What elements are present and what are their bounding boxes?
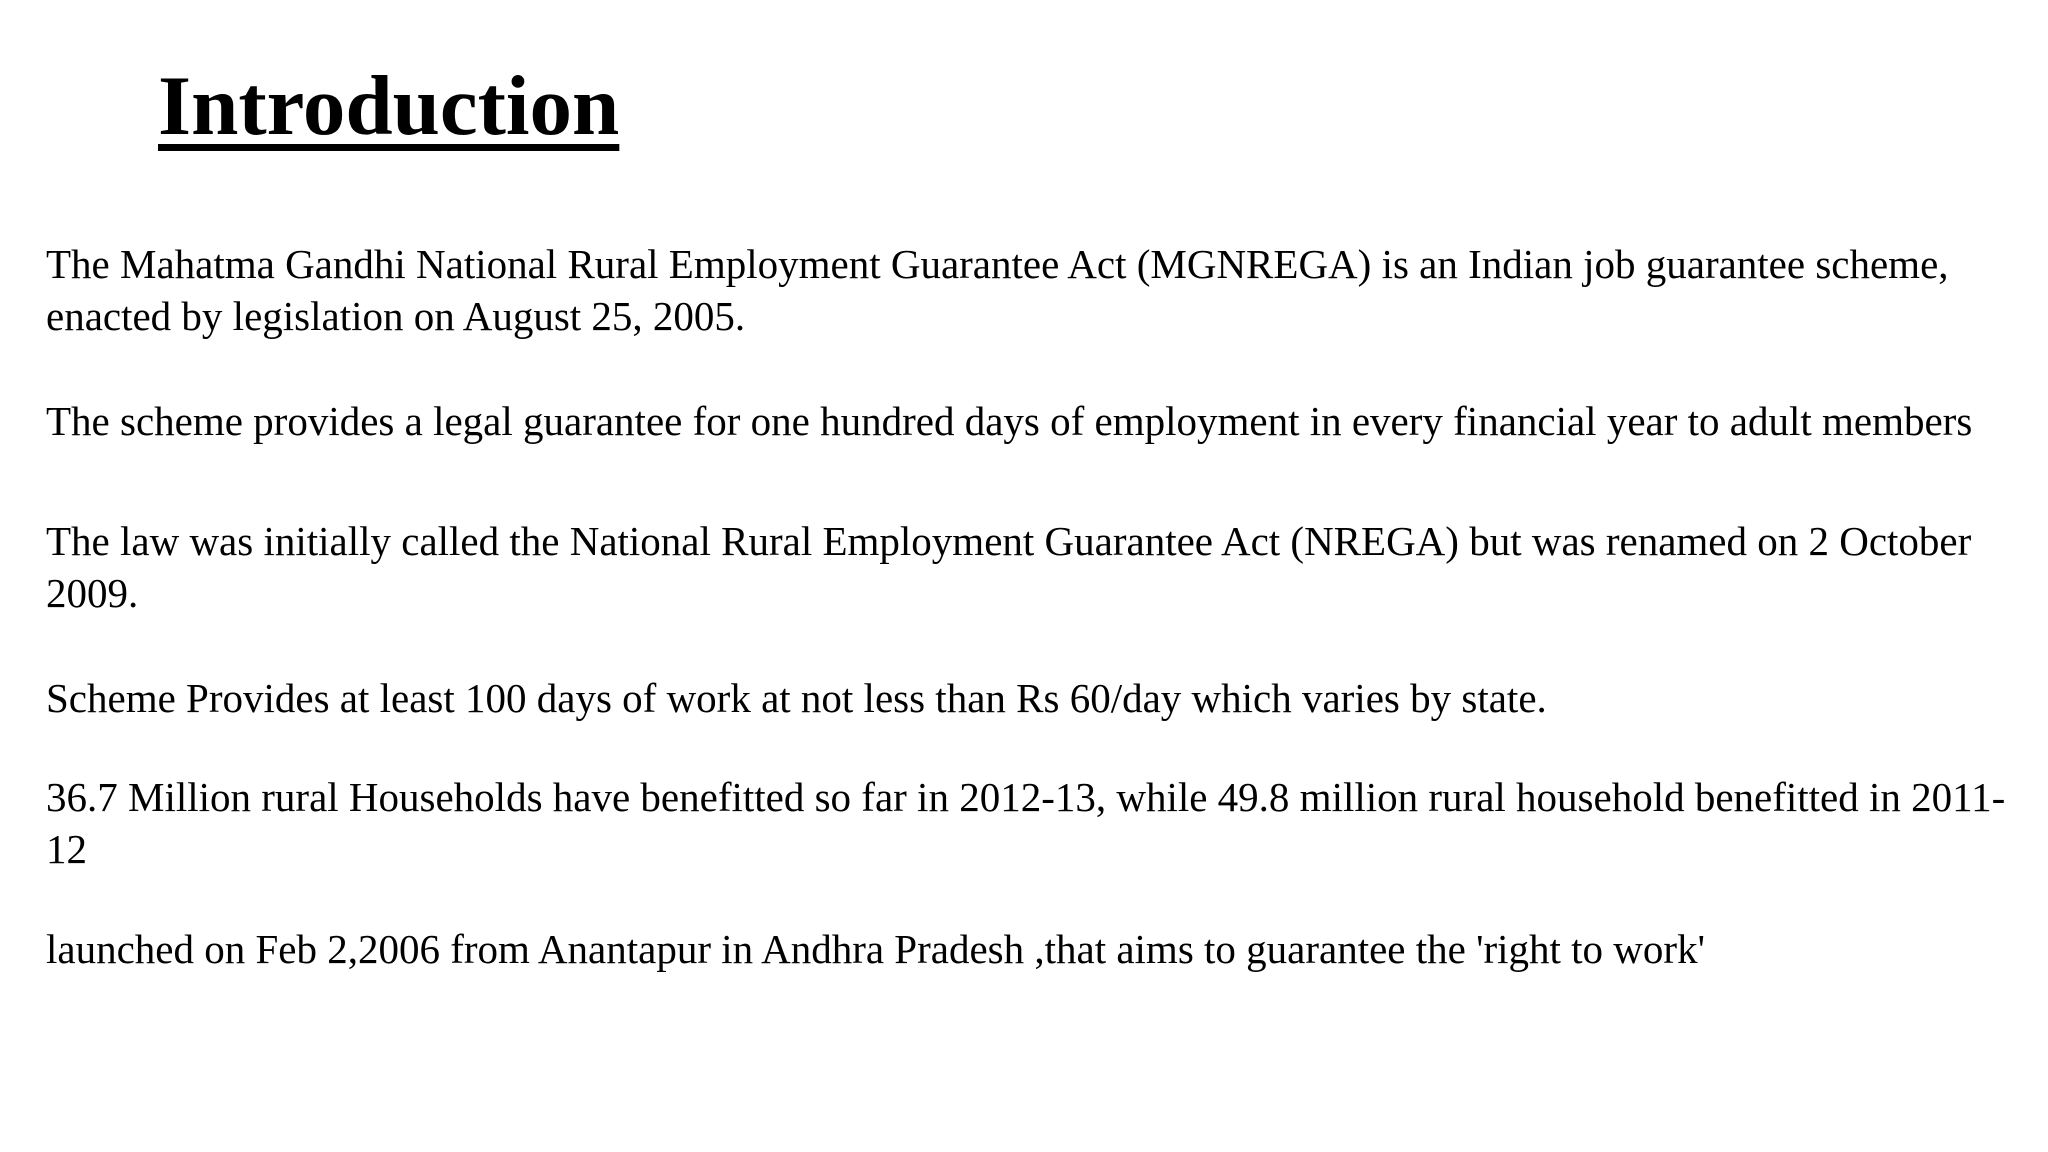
paragraph-renaming: The law was initially called the National Rural Employment Guarantee Act (NREGA) but was renamed on 2 October 2009. [46, 518, 1972, 616]
paragraph-legal-guarantee: The scheme provides a legal guarantee for one hundred days of employment in every financial year to adult members [46, 398, 1973, 444]
slide-title: Introduction [158, 59, 620, 153]
paragraph-households-benefitted: 36.7 Million rural Households have benefitted so far in 2012-13, while 49.8 million rural household benefitted in 2011-12 [46, 774, 2006, 872]
paragraph-wage-provision: Scheme Provides at least 100 days of work at not less than Rs 60/day which varies by state. [46, 675, 1547, 721]
paragraph-launch: launched on Feb 2,2006 from Anantapur in Andhra Pradesh ,that aims to guarantee the 'right to work' [46, 926, 1705, 972]
paragraph-mgnrega-definition: The Mahatma Gandhi National Rural Employment Guarantee Act (MGNREGA) is an Indian job guarantee scheme, enacted by legislation on August 25, 2005. [46, 241, 1949, 339]
